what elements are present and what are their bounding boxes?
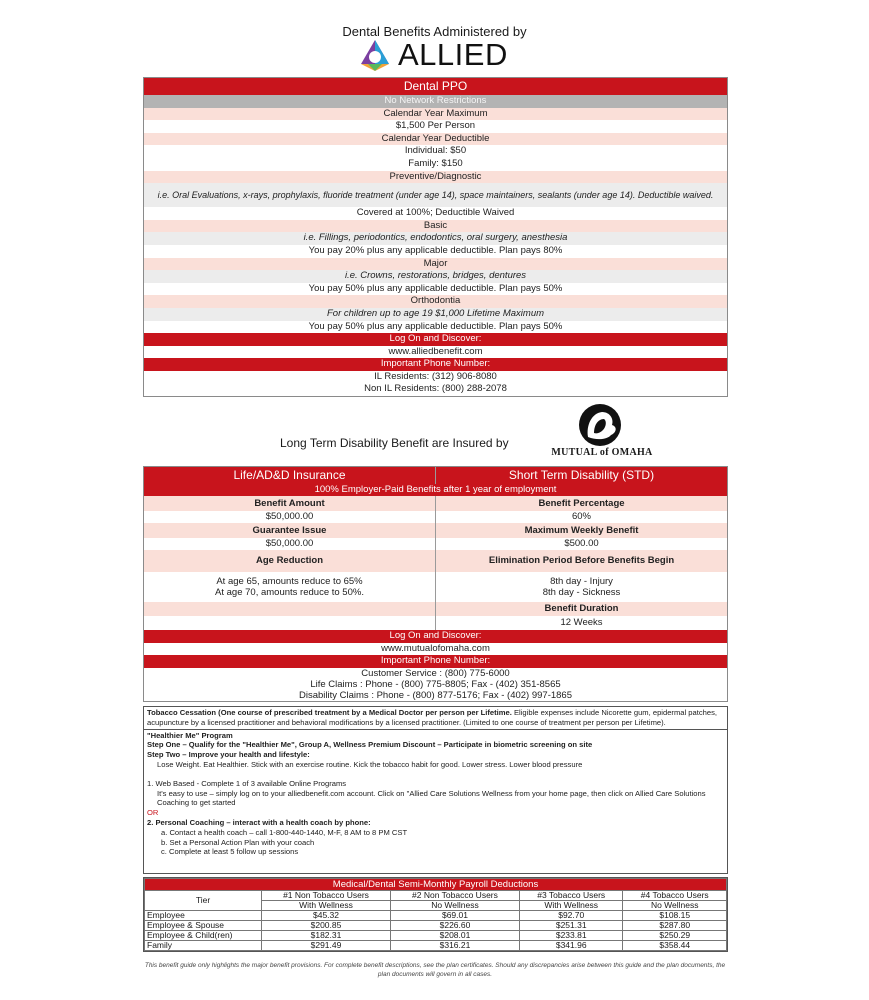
mutual-phone-label: Important Phone Number: — [144, 655, 727, 668]
dental-phone-il: IL Residents: (312) 906-8080 — [144, 371, 727, 384]
empty-left-cell — [144, 602, 436, 616]
col-4-name: #4 Tobacco Users — [623, 891, 727, 901]
max-weekly-value: $500.00 — [564, 538, 599, 549]
tobacco-cessation — [144, 707, 727, 729]
age-reduction-values — [144, 572, 436, 602]
step-two: Step Two – Improve your health and lifestyle: — [147, 750, 310, 760]
dental-logon-label: Log On and Discover: — [144, 333, 727, 346]
or-label: OR — [147, 808, 159, 818]
life-title: Life/AD&D Insurance — [144, 467, 436, 484]
employer-paid-banner: 100% Employer-Paid Benefits after 1 year of employment — [314, 484, 557, 495]
col-1-sub: With Wellness — [262, 901, 391, 911]
rate-cell: $358.44 — [623, 941, 727, 951]
wellness-notes — [143, 706, 728, 874]
tobacco-rest: Eligible expenses include Nicorette gum, epidermal patches, acupuncture by a licensed practitioner and behavioral modifications by a licensed practitioner. (Limited to one course of treatment per person per Lifetime). — [147, 708, 718, 727]
rate-cell: $287.80 — [623, 921, 727, 931]
coaching: 2. Personal Coaching – interact with a health coach by phone: — [147, 817, 371, 827]
benefit-amount-label: Benefit Amount — [144, 496, 436, 511]
customer-service: Customer Service : (800) 775-6000 — [144, 668, 727, 679]
mutual-logon-url[interactable]: www.mutualofomaha.com — [144, 643, 727, 656]
allied-logo-text: ALLIED — [398, 37, 508, 72]
coach-a: a. Contact a health coach – call 1-800-440-1440, M-F, 8 AM to 8 PM CST — [161, 827, 408, 837]
rate-cell: $291.49 — [262, 941, 391, 951]
rate-cell: $341.96 — [519, 941, 623, 951]
coach-c: c. Complete at least 5 follow up sessions — [161, 847, 299, 857]
allied-logo — [358, 38, 518, 72]
rate-cell: $92.70 — [519, 911, 623, 921]
calendar-max-label: Calendar Year Maximum — [144, 108, 727, 121]
step-one: Step One – Qualify for the "Healthier Me", Group A, Wellness Premium Discount – Participate in biometric screening on site — [147, 740, 593, 750]
table-row — [145, 931, 727, 941]
disability-claims: Disability Claims : Phone - (800) 877-5176; Fax - (402) 997-1865 — [144, 690, 727, 701]
rate-cell: $69.01 — [390, 911, 519, 921]
std-title: Short Term Disability (STD) — [508, 468, 655, 482]
life-std-table — [143, 466, 728, 702]
life-claims: Life Claims : Phone - (800) 775-8805; Fax - (402) 351-8565 — [144, 679, 727, 690]
coach-b: b. Set a Personal Action Plan with your coach — [161, 837, 315, 847]
col-2-sub: No Wellness — [390, 901, 519, 911]
mutual-logon-label: Log On and Discover: — [144, 630, 727, 643]
age-reduction-label: Age Reduction — [144, 550, 436, 572]
major-label: Major — [144, 258, 727, 271]
lifestyle-list: Lose Weight. Eat Healthier. Stick with an exercise routine. Kick the tobacco habit for good. Lower stress. Lower blood pressure — [157, 759, 583, 769]
elimination-sickness: 8th day - Sickness — [542, 587, 621, 598]
col-1-name: #1 Non Tobacco Users — [262, 891, 391, 901]
footer-disclaimer: This benefit guide only highlights the major benefit provisions. For complete benefit descriptions, see the plan certificates. Should any discrepancies arise between this guide and the plan documents, the plan documents will govern in all cases. — [144, 962, 726, 978]
dental-phone-non-il: Non IL Residents: (800) 288-2078 — [144, 383, 727, 396]
basic-coverage: You pay 20% plus any applicable deductible. Plan pays 80% — [144, 245, 727, 258]
healthier-me-section — [144, 730, 727, 859]
payroll-deductions-table — [143, 877, 728, 952]
tier-name: Employee & Spouse — [145, 921, 262, 931]
dental-phone-label: Important Phone Number: — [144, 358, 727, 371]
network-row: No Network Restrictions — [144, 95, 727, 108]
major-coverage: You pay 50% plus any applicable deductible. Plan pays 50% — [144, 283, 727, 296]
allied-logo-icon — [358, 38, 392, 72]
ortho-desc: For children up to age 19 $1,000 Lifetime Maximum — [144, 308, 727, 321]
benefit-pct-value: 60% — [571, 511, 591, 522]
mutual-of-omaha-text: MUTUAL of OMAHA — [551, 447, 653, 458]
table-row — [145, 911, 727, 921]
rate-cell: $208.01 — [390, 931, 519, 941]
duration-value: 12 Weeks — [560, 617, 603, 628]
mutual-of-omaha-logo — [548, 403, 656, 461]
header-title: Dental Benefits Administered by — [342, 24, 527, 39]
age-reduction-70: At age 70, amounts reduce to 50%. — [215, 587, 364, 598]
web-desc: It's easy to use – simply log on to your alliedbenefit.com account. Click on "Allied Care Solutions Wellness from your home page, then click on Allied Care Solutions Coaching to get started — [157, 788, 706, 808]
rate-cell: $200.85 — [262, 921, 391, 931]
rate-cell: $316.21 — [390, 941, 519, 951]
col-3-sub: With Wellness — [519, 901, 623, 911]
web-based: 1. Web Based - Complete 1 of 3 available Online Programs — [147, 778, 347, 788]
tobacco-bold: Tobacco Cessation (One course of prescribed treatment by a Medical Doctor per person per Lifetime. — [147, 708, 512, 717]
rate-cell: $250.29 — [623, 931, 727, 941]
rate-cell: $108.15 — [623, 911, 727, 921]
deductions-title: Medical/Dental Semi-Monthly Payroll Deductions — [145, 879, 727, 891]
healthier-title: "Healthier Me" Program — [147, 730, 233, 740]
ortho-label: Orthodontia — [144, 295, 727, 308]
rate-cell: $251.31 — [519, 921, 623, 931]
preventive-coverage: Covered at 100%; Deductible Waived — [144, 207, 727, 220]
rate-cell: $182.31 — [262, 931, 391, 941]
preventive-desc: i.e. Oral Evaluations, x-rays, prophylaxis, fluoride treatment (under age 14), space maintainers, sealants (under age 14). Deductible waived. — [144, 183, 727, 207]
tier-name: Family — [145, 941, 262, 951]
empty-left-cell-2 — [144, 616, 436, 630]
elimination-label: Elimination Period Before Benefits Begin — [488, 555, 675, 566]
major-desc: i.e. Crowns, restorations, bridges, dentures — [144, 270, 727, 283]
col-2-name: #2 Non Tobacco Users — [390, 891, 519, 901]
elimination-injury: 8th day - Injury — [550, 576, 613, 587]
dental-ppo-table — [143, 77, 728, 397]
table-row — [145, 921, 727, 931]
basic-label: Basic — [144, 220, 727, 233]
dental-logon-url[interactable]: www.alliedbenefit.com — [144, 346, 727, 359]
calendar-max-value: $1,500 Per Person — [144, 120, 727, 133]
table-row — [145, 941, 727, 951]
preventive-label: Preventive/Diagnostic — [144, 171, 727, 184]
deductible-label: Calendar Year Deductible — [144, 133, 727, 146]
basic-desc: i.e. Fillings, periodontics, endodontics, oral surgery, anesthesia — [144, 232, 727, 245]
rate-cell: $226.60 — [390, 921, 519, 931]
age-reduction-65: At age 65, amounts reduce to 65% — [216, 576, 363, 587]
deductible-family: Family: $150 — [144, 158, 727, 171]
guarantee-issue-label: Guarantee Issue — [144, 523, 436, 538]
ltd-title: Long Term Disability Benefit are Insured by — [280, 436, 509, 450]
tier-name: Employee & Child(ren) — [145, 931, 262, 941]
duration-label: Benefit Duration — [544, 603, 619, 614]
dental-ppo-title: Dental PPO — [144, 78, 727, 95]
tier-name: Employee — [145, 911, 262, 921]
tier-header: Tier — [145, 891, 262, 911]
max-weekly-label: Maximum Weekly Benefit — [524, 525, 639, 536]
deductible-individual: Individual: $50 — [144, 145, 727, 158]
rate-cell: $45.32 — [262, 911, 391, 921]
benefit-pct-label: Benefit Percentage — [538, 498, 625, 509]
col-3-name: #3 Tobacco Users — [519, 891, 623, 901]
col-4-sub: No Wellness — [623, 901, 727, 911]
benefit-amount-value: $50,000.00 — [144, 511, 436, 523]
ortho-coverage: You pay 50% plus any applicable deductible. Plan pays 50% — [144, 321, 727, 334]
elimination-values — [436, 572, 727, 602]
guarantee-issue-value: $50,000.00 — [144, 538, 436, 550]
rate-cell: $233.81 — [519, 931, 623, 941]
